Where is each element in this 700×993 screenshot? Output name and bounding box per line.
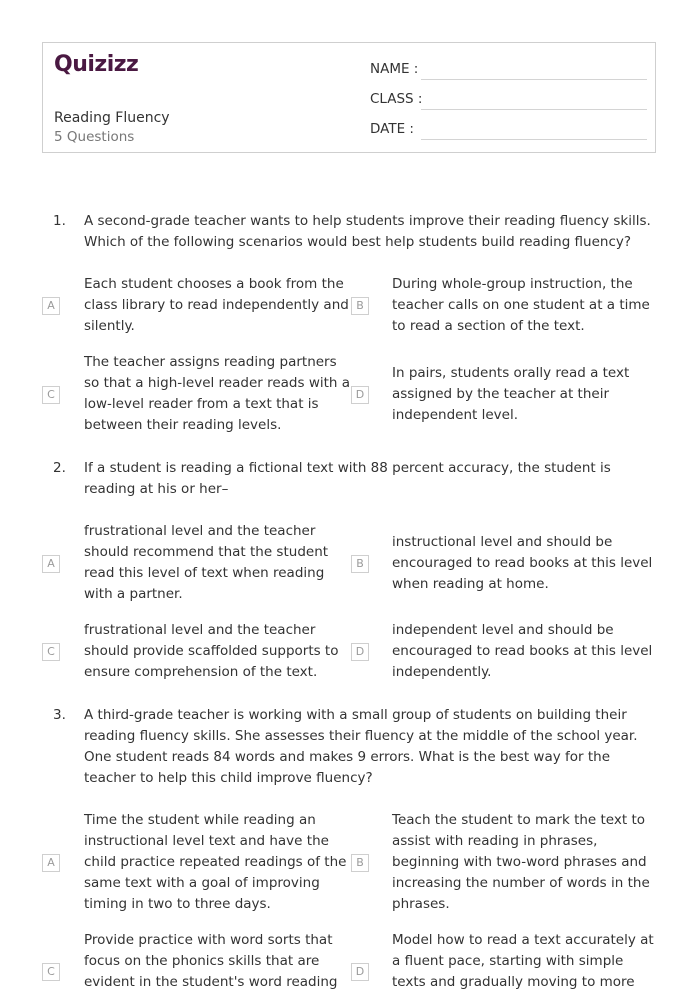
- option-text: Provide practice with word sorts that focus on the phonics skills that are evident in the student's word reading: [84, 932, 338, 990]
- option-text: Model how to read a text accurately at a fluent pace, starting with simple texts and gradually moving to more: [392, 932, 654, 990]
- name-label: NAME :: [370, 61, 419, 77]
- question-number: 2.: [53, 460, 66, 476]
- option-badge-c[interactable]: C: [42, 386, 60, 404]
- option-badge-b[interactable]: B: [351, 555, 369, 573]
- option-badge-b[interactable]: B: [351, 854, 369, 872]
- question-text: A second-grade teacher wants to help students improve their reading fluency skills. Which of the following scenarios would best help students build reading fluency?: [84, 213, 651, 250]
- option-badge-d[interactable]: D: [351, 643, 369, 661]
- option-badge-c[interactable]: C: [42, 643, 60, 661]
- option-text: frustrational level and the teacher should recommend that the student read this level of text when reading with a partner.: [84, 523, 329, 602]
- option-badge-a[interactable]: A: [42, 555, 60, 573]
- option-text: frustrational level and the teacher should provide scaffolded supports to ensure comprehension of the text.: [84, 622, 339, 680]
- question-text: A third-grade teacher is working with a small group of students on building their reading fluency skills. She assesses their fluency at the middle of the school year. One student reads 84 words and makes 9 errors. What is the best way for the teacher to help this child improve fluency?: [84, 707, 638, 786]
- option-badge-d[interactable]: D: [351, 963, 369, 981]
- date-label: DATE :: [370, 121, 414, 137]
- question-number: 3.: [53, 707, 66, 723]
- option-badge-d[interactable]: D: [351, 386, 369, 404]
- question-count: 5 Questions: [54, 129, 135, 145]
- class-label: CLASS :: [370, 91, 423, 107]
- question-text: If a student is reading a fictional text with 88 percent accuracy, the student is reading at his or her–: [84, 460, 611, 497]
- worksheet-header: [42, 42, 656, 153]
- option-badge-b[interactable]: B: [351, 297, 369, 315]
- quizizz-logo: Quizizz: [54, 52, 139, 77]
- option-badge-c[interactable]: C: [42, 963, 60, 981]
- option-text: During whole-group instruction, the teacher calls on one student at a time to read a section of the text.: [392, 276, 650, 334]
- option-text: independent level and should be encouraged to read books at this level independently.: [392, 622, 653, 680]
- date-line: [421, 139, 647, 140]
- option-text: Teach the student to mark the text to assist with reading in phrases, beginning with two-word phrases and increasing the number of words in the phrases.: [392, 812, 650, 912]
- option-text: The teacher assigns reading partners so that a high-level reader reads with a low-level reader from a text that is between their reading levels.: [84, 354, 351, 433]
- question-number: 1.: [53, 213, 66, 229]
- option-text: In pairs, students orally read a text assigned by the teacher at their independent level.: [392, 365, 630, 423]
- class-line: [421, 109, 647, 110]
- option-badge-a[interactable]: A: [42, 854, 60, 872]
- option-text: instructional level and should be encouraged to read books at this level when reading at home.: [392, 534, 653, 592]
- quiz-title: Reading Fluency: [54, 110, 170, 126]
- option-text: Time the student while reading an instructional level text and have the child practice repeated readings of the same text with a goal of improving timing in two to three days.: [84, 812, 347, 912]
- option-badge-a[interactable]: A: [42, 297, 60, 315]
- option-text: Each student chooses a book from the class library to read independently and silently.: [84, 276, 349, 334]
- name-line: [421, 79, 647, 80]
